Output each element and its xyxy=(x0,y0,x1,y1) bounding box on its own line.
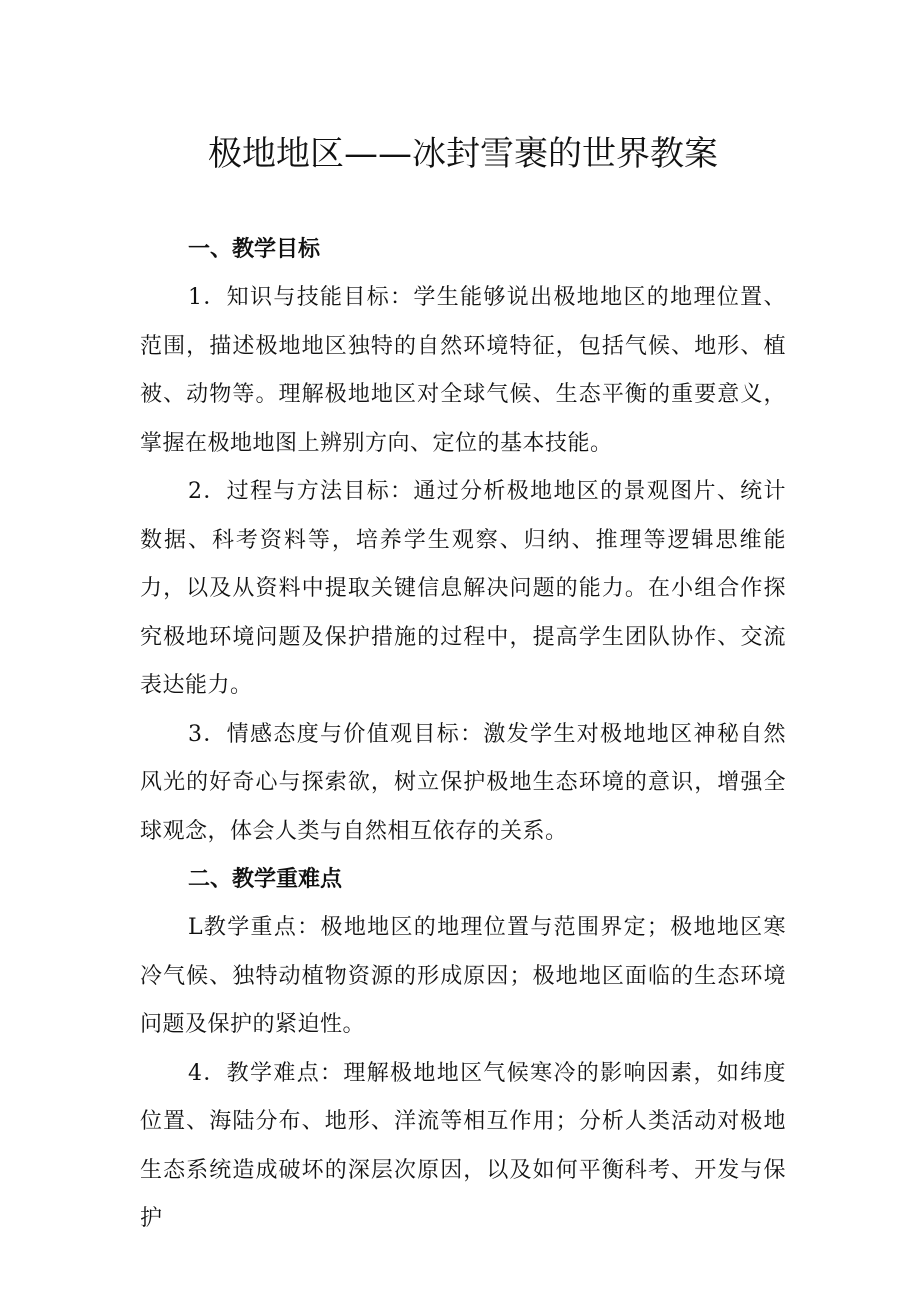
paragraph-process-methods: 2．过程与方法目标：通过分析极地地区的景观图片、统计数据、科考资料等，培养学生观察、归纳、推理等逻辑思维能力，以及从资料中提取关键信息解决问题的能力。在小组合作探究极地环境问题及保护措施的过程中，提高学生团队协作、交流表达能力。 xyxy=(140,479,786,698)
paragraph-knowledge-skills: 1．知识与技能目标：学生能够说出极地地区的地理位置、范围，描述极地地区独特的自然环境特征，包括气候、地形、植被、动物等。理解极地地区对全球气候、生态平衡的重要意义，掌握在极地地图上辨别方向、定位的基本技能。 xyxy=(140,285,786,456)
document-title: 极地地区——冰封雪裹的世界教案 xyxy=(208,134,718,174)
paragraph-emotion-values: 3．情感态度与价值观目标：激发学生对极地地区神秘自然风光的好奇心与探索欲，树立保护极地生态环境的意识，增强全球观念，体会人类与自然相互依存的关系。 xyxy=(140,721,786,844)
section-teaching-objectives xyxy=(140,226,786,856)
document-body xyxy=(140,226,786,1244)
paragraph-key-points: L教学重点：极地地区的地理位置与范围界定；极地地区寒冷气候、独特动植物资源的形成原因；极地地区面临的生态环境问题及保护的紧迫性。 xyxy=(140,915,786,1037)
section-key-difficult-points xyxy=(140,856,786,1244)
section-heading: 二、教学重难点 xyxy=(188,867,343,892)
section-heading: 一、教学目标 xyxy=(188,237,321,262)
paragraph-difficult-points: 4．教学难点：理解极地地区气候寒冷的影响因素，如纬度位置、海陆分布、地形、洋流等相互作用；分析人类活动对极地生态系统造成破坏的深层次原因，以及如何平衡科考、开发与保护 xyxy=(140,1060,786,1231)
